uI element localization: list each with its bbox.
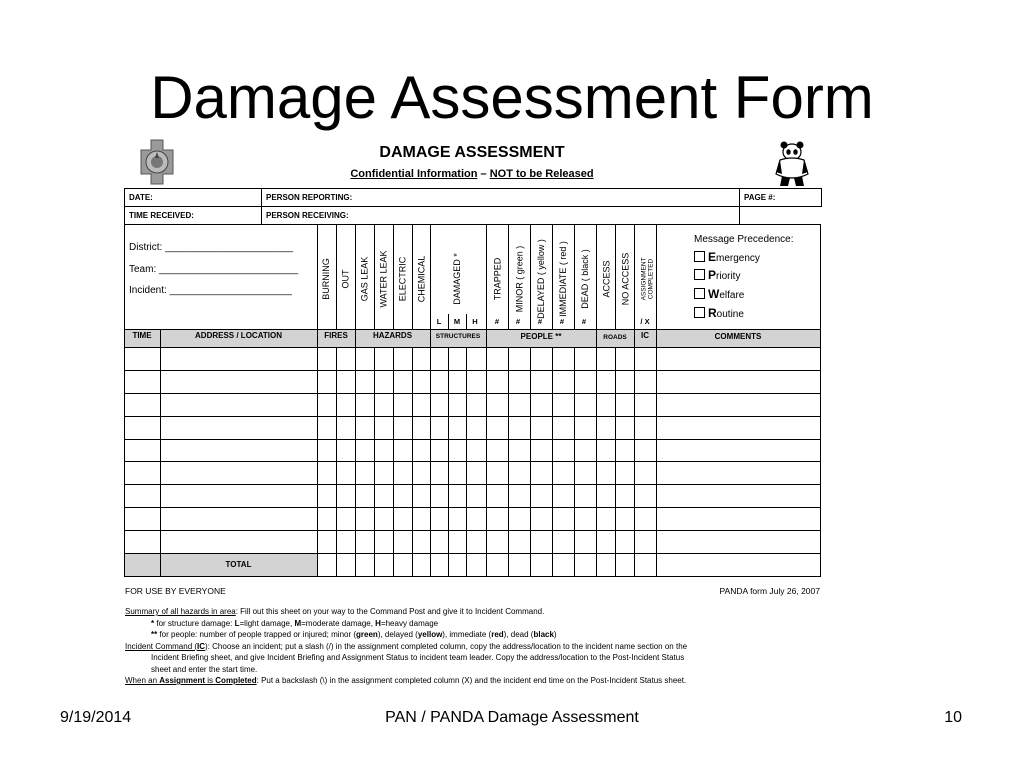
header-column-divider bbox=[656, 224, 657, 329]
slash-x-label: / X bbox=[640, 317, 650, 326]
confidential-label: Confidential Information bbox=[350, 168, 478, 180]
form-border-right bbox=[820, 224, 821, 329]
grid-row-line bbox=[124, 484, 821, 485]
dead-count-label: # bbox=[581, 317, 587, 326]
grid-column-line bbox=[160, 329, 161, 576]
not-released-label: NOT to be Released bbox=[489, 168, 594, 180]
trapped-column-label: TRAPPED bbox=[492, 257, 503, 301]
no-access-column-label: NO ACCESS bbox=[620, 252, 631, 306]
grid-row-line bbox=[124, 507, 821, 508]
incident-field[interactable]: Incident: ______________________ bbox=[129, 285, 292, 296]
subheading-dash: – bbox=[477, 168, 490, 180]
grid-column-line bbox=[448, 347, 449, 576]
header-column-divider bbox=[336, 224, 337, 329]
person-reporting-field[interactable]: PERSON REPORTING: bbox=[262, 189, 740, 207]
hazards-column-header: HAZARDS bbox=[372, 331, 413, 340]
comments-column-header: COMMENTS bbox=[714, 332, 762, 341]
grid-column-line bbox=[466, 347, 467, 576]
for-use-label: FOR USE BY EVERYONE bbox=[125, 586, 226, 596]
header-column-divider bbox=[393, 224, 394, 329]
light-damage-label: L bbox=[436, 317, 442, 326]
grid-row-line bbox=[124, 461, 821, 462]
header-column-divider bbox=[374, 224, 375, 329]
delayed-count-label: # bbox=[537, 317, 543, 326]
moderate-damage-label: M bbox=[453, 317, 461, 326]
ic-instruction-cont: Incident Briefing sheet, and give Incident Briefing and Assignment Status to incident team leader. Copy the address/location to the Post-Incident Status bbox=[151, 653, 685, 662]
grid-row-line bbox=[124, 553, 821, 554]
dead-column-label: DEAD ( black ) bbox=[580, 249, 591, 309]
grid-column-line bbox=[430, 329, 431, 576]
grid-column-line bbox=[317, 329, 318, 576]
water-leak-column-label: WATER LEAK bbox=[378, 250, 389, 308]
ic-instruction: Incident Command (IC): Choose an incident; put a slash (/) in the assignment completed column, copy the address/location to the incident name section on the bbox=[125, 641, 688, 651]
date-field[interactable]: DATE: bbox=[125, 189, 262, 207]
damaged-column-label: DAMAGED * bbox=[452, 253, 463, 305]
person-receiving-field[interactable]: PERSON RECEIVING: bbox=[262, 207, 740, 225]
slide-number: 10 bbox=[944, 709, 962, 726]
chemical-column-label: CHEMICAL bbox=[416, 255, 427, 303]
panda-mascot-icon bbox=[772, 138, 812, 188]
grid-column-line bbox=[336, 347, 337, 576]
structures-column-header: STRUCTURES bbox=[435, 333, 481, 340]
ic-instruction-end: sheet and enter the start time. bbox=[151, 664, 258, 674]
slide-footer-title: PAN / PANDA Damage Assessment bbox=[385, 709, 639, 726]
grid-column-line bbox=[552, 347, 553, 576]
access-column-label: ACCESS bbox=[601, 260, 612, 298]
grid-row-line bbox=[124, 370, 821, 371]
total-row-label: TOTAL bbox=[225, 560, 252, 569]
team-field[interactable]: Team: _________________________ bbox=[129, 263, 299, 275]
precedence-emergency[interactable]: Emergency bbox=[694, 249, 794, 268]
grid-column-line bbox=[634, 329, 635, 576]
header-column-divider bbox=[355, 224, 356, 329]
roads-column-header: ROADS bbox=[603, 334, 627, 341]
minor-column-label: MINOR ( green ) bbox=[514, 245, 525, 313]
grid-row-line bbox=[124, 393, 821, 394]
damage-subdivider bbox=[466, 314, 467, 329]
gas-leak-column-label: GAS LEAK bbox=[359, 256, 369, 302]
checkbox-icon[interactable] bbox=[694, 288, 705, 299]
precedence-routine[interactable]: Routine bbox=[694, 305, 794, 324]
grid-column-line bbox=[530, 347, 531, 576]
slide-date: 9/19/2014 bbox=[60, 709, 132, 726]
ic-column-header: IC bbox=[641, 331, 649, 340]
grid-column-line bbox=[124, 329, 125, 576]
out-column-label: OUT bbox=[340, 269, 350, 289]
form-heading: DAMAGE ASSESSMENT bbox=[379, 144, 565, 161]
grid-column-line bbox=[355, 329, 356, 576]
header-column-divider bbox=[552, 224, 553, 329]
header-column-divider bbox=[508, 224, 509, 329]
grid-column-line bbox=[393, 347, 394, 576]
summary-instruction: Summary of all hazards in area: Fill out this sheet on your way to the Command Post and give it to Incident Command. bbox=[125, 607, 545, 616]
header-column-divider bbox=[486, 224, 487, 329]
form-confidential-notice bbox=[300, 168, 644, 180]
burning-column-label: BURNING bbox=[321, 258, 332, 300]
grid-header-bottom-line bbox=[124, 347, 821, 348]
header-column-divider bbox=[530, 224, 531, 329]
heavy-damage-label: H bbox=[472, 317, 478, 326]
page-number-field[interactable]: PAGE #: bbox=[740, 189, 822, 207]
form-border-top bbox=[124, 224, 821, 225]
incident-info-fields bbox=[129, 237, 298, 302]
grid-column-line bbox=[596, 329, 597, 576]
grid-row-line bbox=[124, 530, 821, 531]
checkbox-icon[interactable] bbox=[694, 251, 705, 262]
form-version: PANDA form July 26, 2007 bbox=[719, 586, 820, 596]
grid-column-line bbox=[615, 347, 616, 576]
structure-note: * for structure damage: L=light damage, M=moderate damage, H=heavy damage bbox=[151, 618, 439, 628]
message-precedence bbox=[694, 231, 794, 324]
delayed-column-label: DELAYED ( yellow ) bbox=[536, 239, 547, 319]
immediate-count-label: # bbox=[559, 317, 565, 326]
grid-column-line bbox=[820, 329, 821, 576]
grid-column-line bbox=[574, 347, 575, 576]
message-precedence-title: Message Precedence: bbox=[694, 234, 794, 245]
time-received-field[interactable]: TIME RECEIVED: bbox=[125, 207, 262, 225]
total-time-cell-bg bbox=[124, 553, 160, 576]
header-column-divider bbox=[634, 224, 635, 329]
fire-department-badge-icon bbox=[133, 138, 181, 186]
address-column-header: ADDRESS / LOCATION bbox=[195, 331, 282, 340]
people-column-header: PEOPLE ** bbox=[520, 332, 562, 341]
precedence-priority[interactable]: Priority bbox=[694, 267, 794, 286]
damage-subdivider bbox=[448, 314, 449, 329]
header-column-divider bbox=[317, 224, 318, 329]
grid-bottom-line bbox=[124, 576, 821, 577]
fires-column-header: FIRES bbox=[324, 331, 348, 340]
precedence-welfare[interactable]: Welfare bbox=[694, 286, 794, 305]
slide-title: Damage Assessment Form bbox=[150, 64, 874, 131]
header-column-divider bbox=[412, 224, 413, 329]
checkbox-icon[interactable] bbox=[694, 269, 705, 280]
immediate-column-label: IMMEDIATE ( red ) bbox=[558, 241, 568, 317]
grid-column-line bbox=[656, 329, 657, 576]
grid-column-line bbox=[374, 347, 375, 576]
header-empty-cell bbox=[740, 207, 822, 225]
form-border-left bbox=[124, 224, 125, 329]
grid-top-line bbox=[124, 329, 821, 330]
checkbox-icon[interactable] bbox=[694, 307, 705, 318]
grid-row-line bbox=[124, 416, 821, 417]
form-header-table bbox=[124, 188, 822, 225]
header-column-divider bbox=[615, 224, 616, 329]
header-column-divider bbox=[430, 224, 431, 329]
assignment-completed-column-label: ASSIGNMENT COMPLETED bbox=[640, 257, 655, 301]
time-column-header: TIME bbox=[132, 331, 152, 340]
trapped-count-label: # bbox=[494, 317, 500, 326]
minor-count-label: # bbox=[515, 317, 521, 326]
header-column-divider bbox=[574, 224, 575, 329]
grid-row-line bbox=[124, 439, 821, 440]
electric-column-label: ELECTRIC bbox=[397, 256, 408, 302]
grid-column-line bbox=[508, 347, 509, 576]
form-instructions bbox=[125, 606, 825, 687]
people-note: ** for people: number of people trapped or injured; minor (green), delayed (yellow), immediate (red), dead (black) bbox=[151, 630, 557, 639]
header-column-divider bbox=[596, 224, 597, 329]
grid-column-line bbox=[486, 329, 487, 576]
district-field[interactable]: District: _______________________ bbox=[129, 242, 294, 253]
grid-column-line bbox=[412, 347, 413, 576]
completion-instruction: When an Assignment is Completed: Put a backslash (\) in the assignment completed column (X) and the incident end time on the Post-Incident Status sheet. bbox=[125, 676, 687, 685]
